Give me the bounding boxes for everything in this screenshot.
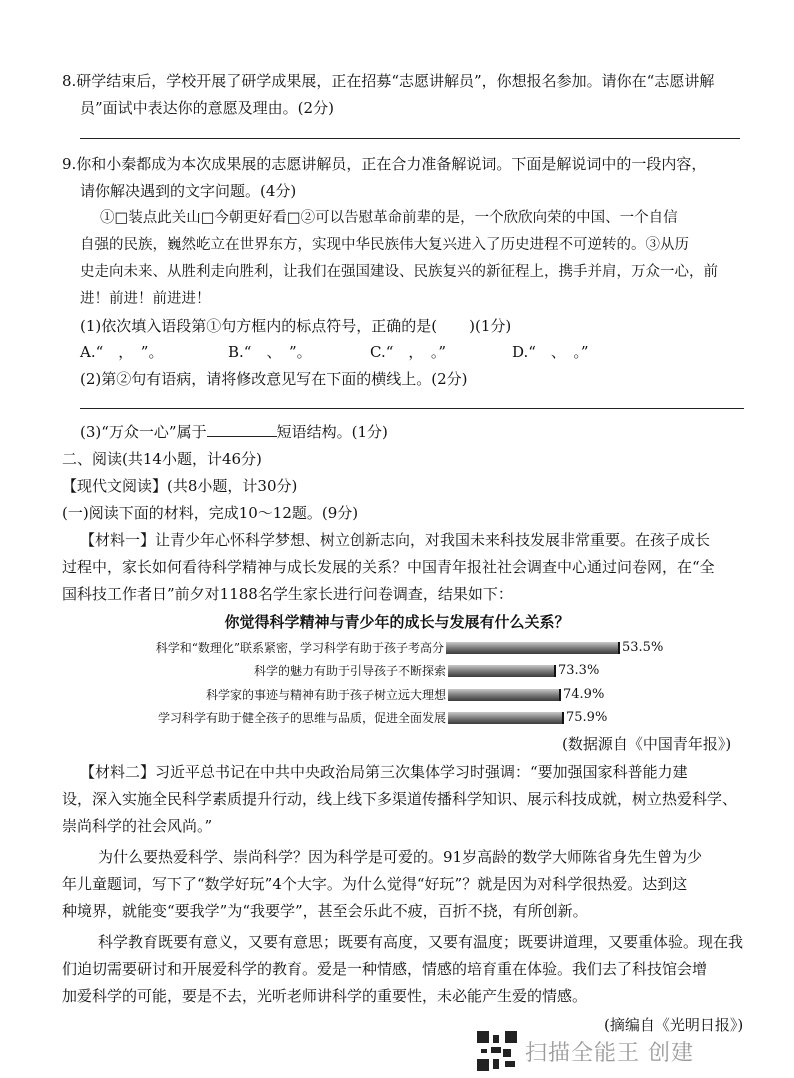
material2-line5: 年儿童题词，写下了“数学好玩”4个大字。为什么觉得“好玩”？就是因为对科学很热爱。达到这 [62, 875, 688, 893]
material2-line9: 加爱科学的可能，要是不去，光听老师讲科学的重要性，未必能产生爱的情感。 [62, 987, 588, 1005]
q9-answer-line [80, 408, 744, 409]
chart-bar [448, 689, 561, 701]
q9-line1: 9.你和小秦都成为本次成果展的志愿讲解员，正在合力准备解说词。下面是解说词中的一段内容， [62, 155, 707, 173]
material2-line3: 崇尚科学的社会风尚。” [62, 817, 213, 835]
q9-sub1-end: )(1分) [469, 317, 512, 335]
material2-source: (摘编自《光明日报》) [604, 1016, 744, 1034]
q9-passage-2: 自强的民族，巍然屹立在世界东方，实现中华民族伟大复兴进入了历史进程不可逆转的。③从历 [80, 237, 689, 253]
material2-line8: 们迫切需要研讨和开展爱科学的教育。爱是一种情感，情感的培育重在体验。我们去了科技馆会增 [62, 960, 708, 978]
chart-row [0, 638, 794, 658]
q9-sub3 [80, 421, 388, 443]
q9-sub3-a: (3)“万众一心”属于 [80, 423, 207, 441]
chart-category-label: 科学和“数理化”联系紧密，学习科学有助于孩子考高分 [155, 641, 444, 655]
q9-passage-4: 进！前进！前进进！ [80, 291, 211, 307]
material1-line1: 【材料一】让青少年心怀科学梦想、树立创新志向，对我国未来科技发展非常重要。在孩子成长 [80, 531, 711, 549]
chart-row [0, 661, 794, 681]
q9-option-b: B.“ 、 ”。 [228, 343, 312, 361]
q9-option-c: C.“ ， 。” [370, 343, 447, 361]
material2-line6: 种境界，就能变“要我学”为“我要学”，甚至会乐此不疲，百折不挠，有所创新。 [62, 902, 588, 920]
section2-title: 二、阅读(共14小题，计46分) [62, 450, 262, 468]
q9-sub1 [80, 315, 511, 337]
q9-option-d: D.“ 、 。” [512, 343, 589, 361]
material1-line3: 国科技工作者日”前夕对1188名学生家长进行问卷调查，结果如下： [62, 585, 513, 603]
q8-line2: 员”面试中表达你的意愿及理由。(2分) [80, 99, 334, 117]
q9-sub2: (2)第②句有语病，请将修改意见写在下面的横线上。(2分) [80, 370, 468, 388]
q9-option-a: A.“ ， ”。 [80, 343, 164, 361]
chart-bar [448, 712, 564, 724]
material1-line2: 过程中，家长如何看待科学精神与成长发展的关系？中国青年报社社会调查中心通过问卷网，在“全 [62, 558, 715, 576]
chart-bar [446, 642, 620, 654]
chart-value-label: 73.3% [558, 663, 600, 678]
chart-row [0, 685, 794, 705]
q9-passage-3: 史走向未来、从胜利走向胜利，让我们在强国建设、民族复兴的新征程上，携手并肩，万众一心，前 [80, 264, 718, 280]
chart-row [0, 708, 794, 728]
chart-value-label: 53.5% [622, 640, 664, 655]
watermark-text: 扫描全能王 创建 [525, 1041, 694, 1066]
q9-passage-1: ①□装点此关山□今朝更好看□②可以告慰革命前辈的是，一个欣欣向荣的中国、一个自信 [100, 210, 678, 226]
chart-bar [448, 665, 556, 677]
modern-reading-title: 【现代文阅读】(共8小题，计30分) [62, 477, 298, 495]
q9-sub3-b: 短语结构。(1分) [276, 423, 388, 441]
material2-line4: 为什么要热爱科学、崇尚科学？因为科学是可爱的。91岁高龄的数学大师陈省身先生曾为少 [98, 848, 703, 866]
q8-line1: 8.研学结束后，学校开展了研学成果展，正在招募“志愿讲解员”，你想报名参加。请你在“志愿讲解 [62, 72, 715, 90]
chart-value-label: 74.9% [563, 687, 605, 702]
part1-title: (一)阅读下面的材料，完成10～12题。(9分) [62, 504, 359, 522]
q9-line2: 请你解决遇到的文字问题。(4分) [80, 182, 297, 200]
chart-category-label: 科学家的事迹与精神有助于孩子树立远大理想 [205, 688, 446, 702]
material2-line2: 设，深入实施全民科学素质提升行动，线上线下多渠道传播科学知识、展示科技成就，树立热爱科学、 [62, 790, 738, 808]
material2-line7: 科学教育既要有意义，又要有意思；既要有高度，又要有温度；既要讲道理，又要重体验。现在我 [98, 933, 744, 951]
chart-title: 你觉得科学精神与青少年的成长与发展有什么关系？ [224, 613, 570, 631]
q9-sub3-blank [207, 422, 277, 437]
qr-code-icon [477, 1031, 517, 1071]
q9-sub1-text: (1)依次填入语段第①句方框内的标点符号，正确的是( [80, 317, 438, 335]
chart-category-label: 学习科学有助于健全孩子的思维与品质，促进全面发展 [157, 711, 446, 725]
chart-value-label: 75.9% [566, 710, 608, 725]
chart-source: (数据源自《中国青年报》) [562, 735, 732, 753]
q8-answer-line [80, 138, 740, 139]
chart-category-label: 科学的魅力有助于引导孩子不断探索 [253, 664, 446, 678]
material2-line1: 【材料二】习近平总书记在中共中央政治局第三次集体学习时强调：“要加强国家科普能力建 [80, 763, 688, 781]
